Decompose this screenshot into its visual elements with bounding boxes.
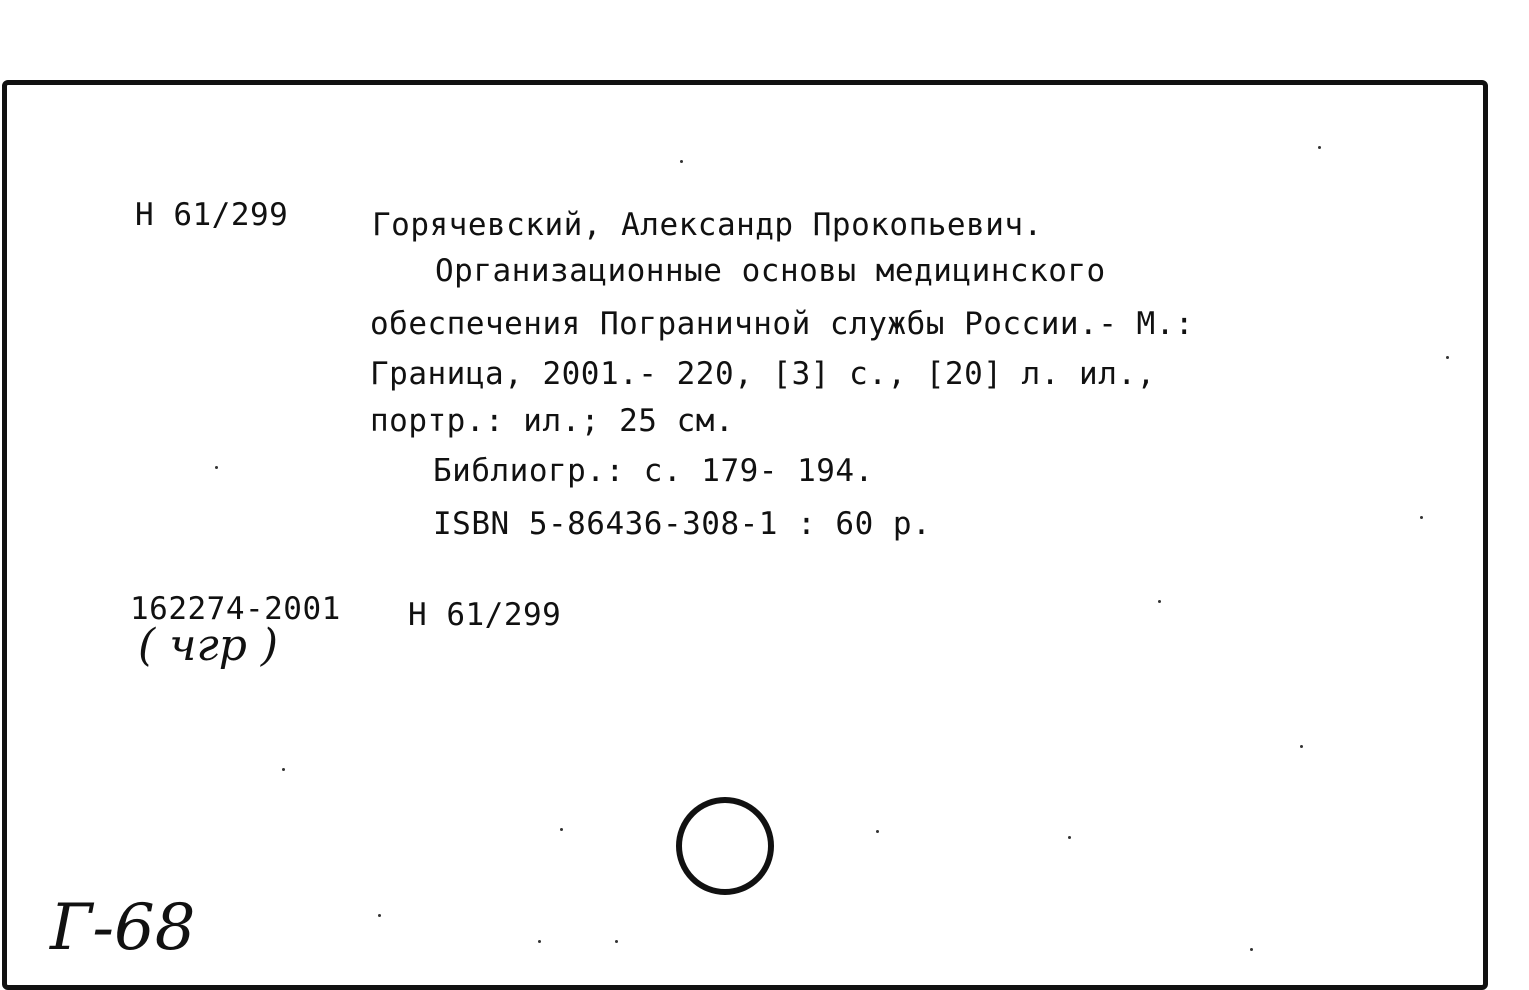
card-punch-hole bbox=[676, 797, 774, 895]
handwritten-note: ( чгр ) bbox=[138, 620, 279, 671]
call-number: Н 61/299 bbox=[135, 197, 289, 233]
handwritten-code: Г-68 bbox=[50, 891, 196, 965]
isbn-line: ISBN 5-86436-308-1 : 60 р. bbox=[433, 506, 932, 542]
scan-speck bbox=[1420, 516, 1423, 519]
scan-speck bbox=[876, 830, 879, 833]
scan-speck bbox=[1250, 948, 1253, 951]
scan-speck bbox=[1446, 356, 1449, 359]
author-heading: Горячевский, Александр Прокопьевич. bbox=[372, 207, 1043, 243]
accession-call-number: Н 61/299 bbox=[408, 597, 562, 633]
title-line-4: портр.: ил.; 25 см. bbox=[370, 403, 735, 439]
scan-speck bbox=[215, 466, 218, 469]
title-line-2: обеспечения Пограничной службы России.- М.: bbox=[370, 306, 1195, 342]
scan-speck bbox=[538, 940, 541, 943]
scan-speck bbox=[1068, 836, 1071, 839]
scan-speck bbox=[1318, 146, 1321, 149]
scan-speck bbox=[282, 768, 285, 771]
accession-number: 162274-2001 bbox=[130, 591, 341, 627]
scan-speck bbox=[615, 940, 618, 943]
bibliography-note: Библиогр.: с. 179- 194. bbox=[433, 453, 874, 489]
title-line-3: Граница, 2001.- 220, [3] с., [20] л. ил., bbox=[370, 356, 1156, 392]
scan-speck bbox=[680, 160, 683, 163]
scan-speck bbox=[1300, 745, 1303, 748]
title-line-1: Организационные основы медицинского bbox=[435, 253, 1106, 289]
scan-speck bbox=[1158, 600, 1161, 603]
scan-speck bbox=[560, 828, 563, 831]
scan-speck bbox=[378, 914, 381, 917]
